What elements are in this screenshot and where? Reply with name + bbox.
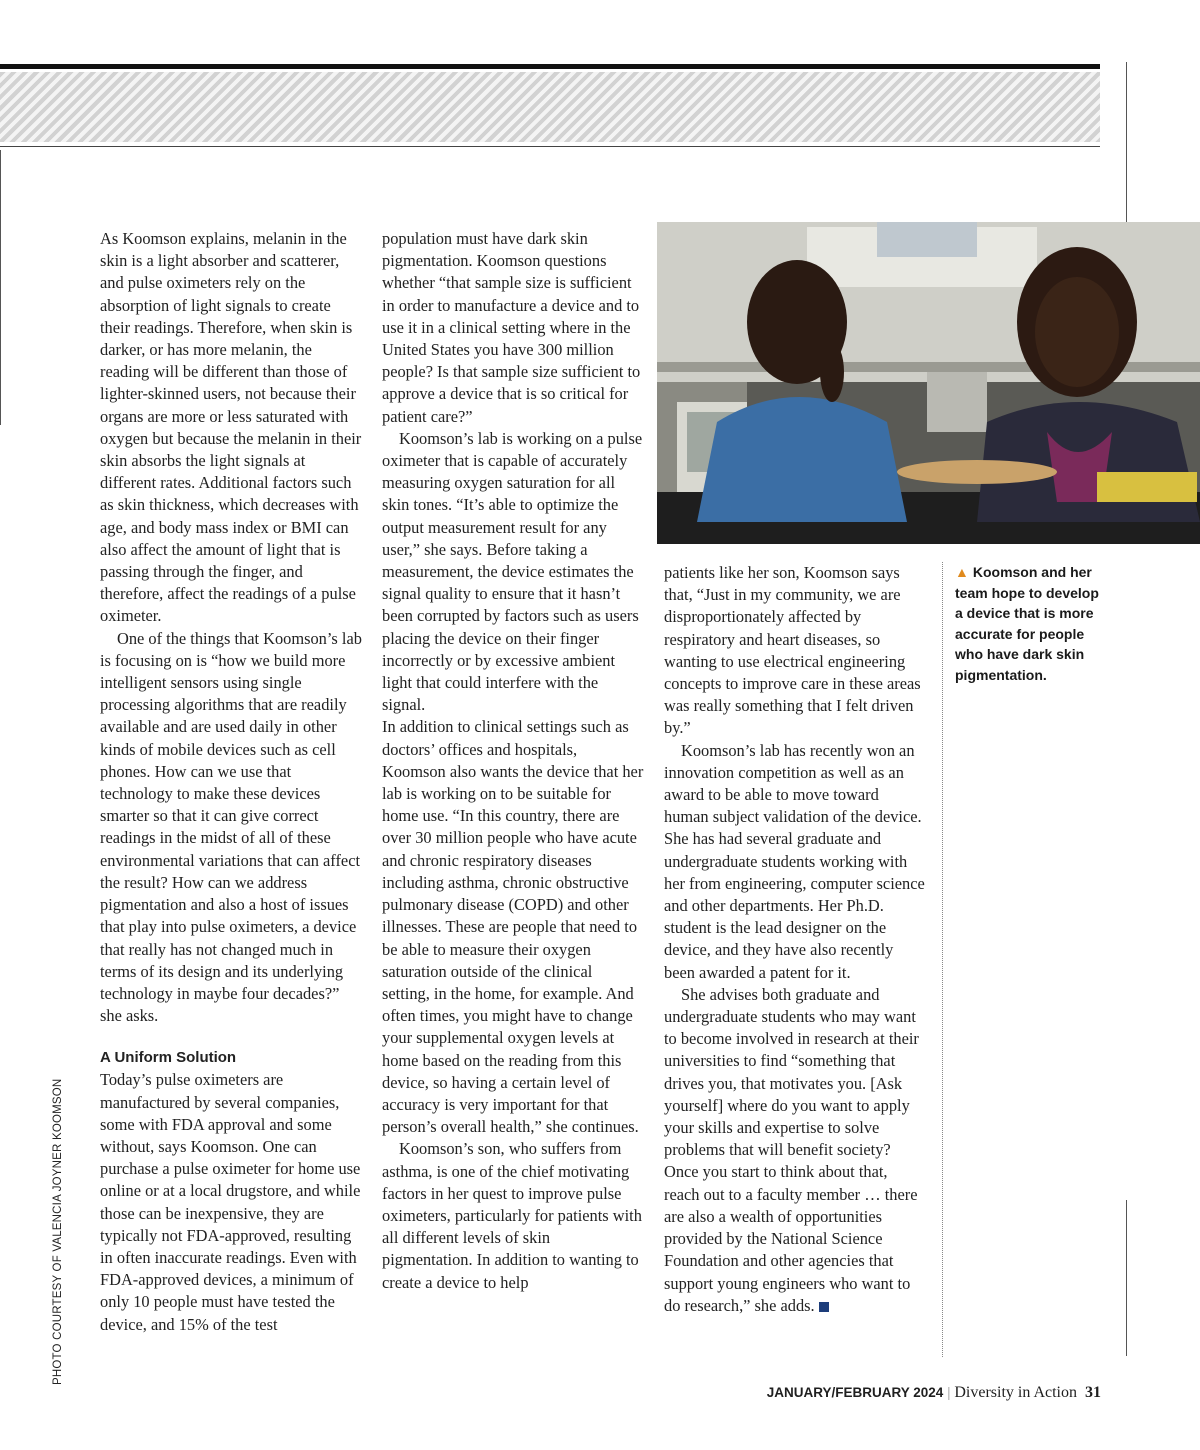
footer-issue: JANUARY/FEBRUARY 2024: [766, 1385, 944, 1400]
left-margin-rule: [0, 150, 1, 425]
lab-photo: [657, 222, 1200, 544]
top-rule: [0, 64, 1100, 69]
lab-photo-illustration: [657, 222, 1200, 544]
header-bottom-rule: [0, 146, 1100, 147]
paragraph: One of the things that Koomson’s lab is focusing on is “how we build more intelligent sensors using single processing algorithms that are readily available and are used daily in other kinds of mobile devices such as cell phones. How can we use that technology to make these devices smarter so that it can give correct readings in the midst of all of these environmental variations that can affect the result? How can we address pigmentation and also a host of issues that play into pulse oximeters, a device that really has not changed much in terms of its design and its underlying technology in maybe four decades?” she asks.: [100, 628, 362, 1026]
article-column-2: [382, 228, 644, 1294]
article-column-1: [100, 228, 362, 1336]
end-of-article-mark: [819, 1302, 829, 1312]
header-hatch-band: [0, 72, 1100, 142]
right-margin-rule-lower: [1126, 1200, 1127, 1356]
photo-credit: PHOTO COURTESY OF VALENCIA JOYNER KOOMSON: [52, 1078, 64, 1385]
page-footer: [767, 1384, 1101, 1402]
paragraph: Koomson’s lab is working on a pulse oximeter that is capable of accurately measuring oxygen saturation for all skin tones. “It’s able to optimize the output measurement result for any user,” she says. Before taking a measurement, the device estimates the signal quality to ensure that it hasn’t been corrupted by factors such as users placing the device on their finger incorrectly or by excessive ambient light that could interfere with the signal.: [382, 428, 643, 715]
paragraph-text: She advises both graduate and undergraduate students who may want to become involved in research at their universities to find “something that drives you, that motivates you. [Ask yourself] where do you want to apply your skills and expertise to solve problems that will benefit society? Once you start to think about that, reach out to a faculty member … there are also a wealth of opportunities provided by the National Science Foundation and other agencies that support young engineers who want to do research,” she adds.: [664, 984, 919, 1315]
paragraph: In addition to clinical settings such as doctors’ offices and hospitals, Koomson also wants the device that her lab is working on to be suitable for home use. “In this country, there are over 30 million people who have acute and chronic respiratory diseases including asthma, chronic obstructive pulmonary disease (COPD) and other illnesses. These are people that need to be able to measure their oxygen saturation outside of the clinical setting, in the home, for example. And often times, you might have to change your supplemental oxygen levels at home based on the reading from this device, so having a certain level of accuracy is very important for that person’s overall health,” she continues.: [382, 717, 644, 1137]
paragraph: population must have dark skin pigmentation. Koomson questions whether “that sample size is sufficient in order to manufacture a device and to use it in a clinical setting where in the United States you have 300 million people? Is that sample size sufficient to approve a device that is so critical for patient care?”: [382, 229, 641, 426]
footer-separator: |: [947, 1385, 951, 1401]
paragraph: Koomson’s lab has recently won an innovation competition as well as an award to be able to move toward human subject validation of the device. She has had several graduate and undergraduate students working with her from engineering, computer science and other departments. Her Ph.D. student is the lead designer on the device, and they have also recently been awarded a patent for it.: [664, 740, 925, 982]
footer-magazine: Diversity in Action: [954, 1384, 1077, 1401]
section-subhead: A Uniform Solution: [100, 1049, 237, 1067]
paragraph: Koomson’s son, who suffers from asthma, is one of the chief motivating factors in her quest to improve pulse oximeters, particularly for patients with all different levels of skin pigmentation. In addition to wanting to create a device to help: [382, 1139, 642, 1292]
paragraph-final: [664, 984, 926, 1317]
paragraph: Today’s pulse oximeters are manufactured by several companies, some with FDA approval and some without, says Koomson. One can purchase a pulse oximeter for home use online or at a local drugstore, and while those can be inexpensive, they are typically not FDA-approved, resulting in often inaccurate readings. Even with FDA-approved devices, a minimum of only 10 people must have tested the device, and 15% of the test: [100, 1070, 361, 1334]
caption-marker-icon: ▲: [955, 564, 969, 580]
caption-text: Koomson and her team hope to develop a device that is more accurate for people who have dark skin pigmentation.: [955, 564, 1099, 683]
page-number: 31: [1085, 1384, 1101, 1401]
caption-separator: [942, 562, 943, 1357]
paragraph: As Koomson explains, melanin in the skin is a light absorber and scatterer, and pulse oximeters rely on the absorption of light signals to create their readings. Therefore, when skin is darker, or has more melanin, the reading will be different than those of lighter-skinned users, not because their organs are more or less saturated with oxygen but because the melanin in their skin absorbs the light signals at different rates. Additional factors such as skin thickness, which decreases with age, and body mass index or BMI can also affect the amount of light that is passing through the finger, and therefore, affect the readings of a pulse oximeter.: [100, 229, 362, 626]
photo-caption: [955, 562, 1105, 685]
paragraph: patients like her son, Koomson says that, “Just in my community, we are disproportionately affected by respiratory and heart diseases, so wanting to use electrical engineering concepts to improve care in these areas was really something that I felt driven by.”: [664, 563, 921, 738]
article-column-3: [664, 562, 926, 1317]
right-margin-rule: [1126, 62, 1127, 222]
